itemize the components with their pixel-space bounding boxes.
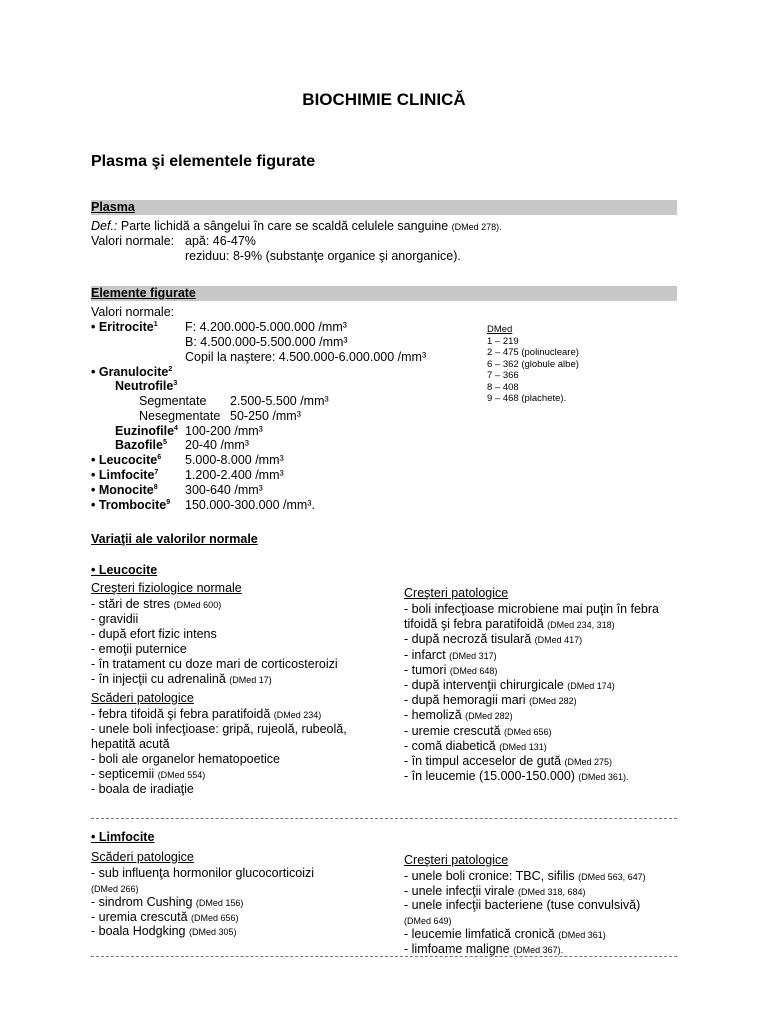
- list-item: [404, 617, 615, 633]
- variations-heading: Variaţii ale valorilor normale: [91, 532, 258, 546]
- list-item-text: - după efort fizic intens: [91, 627, 217, 641]
- list-item-text: - unele infecţii bacteriene (tuse convulsivă): [404, 898, 641, 912]
- list-item: [404, 708, 513, 724]
- list-item-ref: (DMed 234, 318): [547, 620, 615, 631]
- dmed-item: 9 – 468 (plachete).: [487, 393, 567, 404]
- figurate-label: [139, 409, 220, 424]
- list-item-ref: (DMed 649): [404, 915, 452, 926]
- figurate-value: 2.500-5.500 /mm³: [230, 394, 329, 408]
- document-title: BIOCHIMIE CLINICĂ: [302, 90, 466, 109]
- footnote-marker: 5: [162, 438, 167, 446]
- limfocite-heading-text: • Limfocite: [91, 830, 155, 844]
- list-item: [404, 663, 497, 679]
- list-item-text: - infarct: [404, 647, 450, 662]
- list-item-text: - după hemoragii mari: [404, 693, 530, 708]
- figurate-value: B: 4.500.000-5.500.000 /mm³: [185, 335, 348, 349]
- figurate-label: [115, 424, 178, 439]
- figurate-value: 20-40 /mm³: [185, 438, 249, 452]
- list-item-text: - în timpul acceselor de gută: [404, 754, 565, 768]
- figurate-label: [91, 365, 172, 380]
- list-item-text: - unele infecţii virale: [404, 883, 518, 898]
- list-item: [91, 612, 138, 627]
- list-item-text: - uremie crescută: [404, 723, 505, 738]
- figurate-value: 1.200-2.400 /mm³: [185, 468, 284, 482]
- list-item-text: - stări de stres: [91, 597, 174, 611]
- list-item-text: - boli infecţioase microbiene mai puţin în febra: [404, 602, 659, 616]
- figurate-label: [115, 438, 167, 453]
- list-item-text: - sindrom Cushing: [91, 895, 196, 909]
- figurate-label-text: • Limfocite: [91, 468, 155, 482]
- figurate-value: Copil la naştere: 4.500.000-6.000.000 /mm³: [185, 350, 427, 364]
- figurate-label-text: • Trombocite: [91, 498, 167, 512]
- list-item-text: - emoţii puternice: [91, 642, 187, 656]
- list-item-ref: (DMed 305): [188, 927, 237, 937]
- footnote-marker: 2: [168, 365, 173, 373]
- list-item-ref: (DMed 361): [558, 930, 606, 940]
- list-item-ref: (DMed 17): [229, 675, 272, 685]
- leuco-phys-heading: Creşteri fiziologice normale: [91, 581, 242, 595]
- list-item: [404, 678, 615, 694]
- list-item-text: - febra tifoidă şi febra paratifoidă: [91, 707, 274, 721]
- figurate-label: [139, 394, 206, 409]
- footnote-marker: 7: [154, 468, 159, 476]
- list-item-ref: (DMed 174): [567, 681, 615, 691]
- list-item-ref: (DMed 282): [529, 696, 577, 707]
- footnote-marker: 9: [166, 498, 171, 506]
- figurate-label-text: • Monocite: [91, 483, 154, 497]
- list-item-ref: (DMed 554): [157, 770, 206, 780]
- figurate-value: 100-200 /mm³: [185, 424, 263, 438]
- list-item-text: - boli ale organelor hematopoetice: [91, 752, 281, 766]
- divider: [91, 818, 677, 819]
- list-item-ref: (DMed 266): [91, 883, 139, 894]
- list-item: [91, 866, 314, 881]
- list-item-text: - gravidii: [91, 612, 139, 626]
- list-item-text: hepatită acută: [91, 737, 170, 751]
- list-item-text: - leucemie limfatică cronică: [404, 927, 559, 941]
- list-item-text: - în tratament cu doze mari de corticosteroizi: [91, 657, 338, 671]
- list-item-text: - după intervenţii chirurgicale: [404, 678, 568, 692]
- list-item-text: - în leucemie (15.000-150.000): [404, 769, 579, 784]
- list-item: [404, 739, 547, 755]
- list-item-ref: (DMed 361).: [578, 772, 629, 783]
- plasma-definition: [91, 219, 502, 235]
- list-item-ref: (DMed 563, 647): [578, 872, 646, 882]
- footnote-marker: 4: [174, 424, 178, 432]
- def-ref: (DMed 278).: [451, 222, 502, 232]
- list-item: [91, 707, 321, 723]
- list-item: [404, 648, 497, 664]
- leucocite-heading-text: • Leucocite: [91, 563, 158, 577]
- list-item-text: - uremia crescută: [91, 909, 192, 924]
- list-item: [91, 722, 347, 737]
- list-item-text: - boala Hodgking: [91, 924, 189, 938]
- def-label: Def.:: [91, 219, 118, 233]
- list-item-text: - unele boli infecţioase: gripă, rujeolă, rubeolă,: [91, 722, 347, 736]
- dmed-item: 2 – 475 (polinucleare): [487, 347, 579, 358]
- list-item-text: - septicemii: [91, 767, 158, 781]
- figurate-label-text: Euzinofile: [115, 424, 175, 438]
- list-item-ref: (DMed 282): [465, 711, 513, 722]
- list-item-ref: (DMed 234): [273, 710, 322, 720]
- list-item: [91, 642, 187, 657]
- list-item: [91, 752, 280, 767]
- list-item-ref: (DMed 600): [173, 600, 222, 610]
- figurate-value: 5.000-8.000 /mm³: [185, 453, 284, 467]
- list-item-text: tifoidă şi febra paratifoidă: [404, 617, 548, 632]
- figurate-label-text: Neutrofile: [115, 379, 174, 393]
- list-item-text: - în injecţii cu adrenalină: [91, 672, 230, 686]
- limfo-dec-heading: Scăderi patologice: [91, 850, 194, 864]
- list-item-text: - limfoame maligne: [404, 941, 514, 956]
- figurate-value: 50-250 /mm³: [230, 409, 301, 423]
- list-item-ref: (DMed 156): [195, 898, 244, 908]
- footnote-marker: 1: [153, 320, 158, 328]
- figurate-band-label: Elemente figurate: [91, 286, 196, 300]
- list-item-text: - comă diabetică: [404, 738, 500, 753]
- list-item: [404, 769, 628, 785]
- leuco-inc-heading: Creşteri patologice: [404, 586, 509, 600]
- limfocite-heading: [91, 830, 154, 845]
- plasma-normal-label: Valori normale:: [91, 234, 175, 248]
- dmed-item: 8 – 408: [487, 381, 519, 393]
- leucocite-heading: [91, 563, 157, 578]
- plasma-band-label: Plasma: [91, 200, 135, 214]
- list-item-ref: (DMed 318, 684): [517, 886, 586, 897]
- footnote-marker: 6: [157, 453, 162, 461]
- dmed-reference-box: [487, 324, 579, 405]
- list-item-ref: (DMed 648): [449, 665, 498, 676]
- list-item-text: - sub influenţa hormonilor glucocorticoizi: [91, 866, 315, 880]
- list-item: [404, 754, 612, 770]
- list-item-ref: (DMed 367).: [513, 944, 564, 955]
- list-item-ref: (DMed 317): [449, 650, 497, 661]
- list-item-ref: (DMed 656): [504, 726, 552, 737]
- list-item: [91, 597, 221, 613]
- list-item-ref: (DMed 275): [564, 757, 613, 767]
- figurate-label-text: • Granulocite: [91, 365, 169, 379]
- dmed-item: 6 – 362 (globule albe): [487, 358, 579, 370]
- figurate-label: [91, 498, 170, 513]
- leuco-dec-heading: Scăderi patologice: [91, 691, 194, 705]
- list-item-text: - hemoliză: [404, 708, 466, 723]
- dmed-item: 7 – 366: [487, 370, 519, 381]
- list-item: [404, 693, 577, 709]
- figurate-label-text: • Leucocite: [91, 453, 158, 467]
- list-item: [404, 602, 659, 617]
- list-item-text: - tumori: [404, 662, 450, 677]
- list-item: [91, 657, 338, 672]
- list-item: [404, 632, 582, 648]
- figurate-value: F: 4.200.000-5.000.000 /mm³: [185, 320, 347, 334]
- dmed-heading: DMed: [487, 324, 513, 335]
- divider-bottom: [91, 956, 677, 957]
- figurate-label-text: Segmentate: [139, 394, 207, 408]
- list-item: [91, 737, 170, 752]
- plasma-residue: reziduu: 8-9% (substanţe organice şi anorganice).: [185, 249, 461, 263]
- figurate-label-text: • Eritrocite: [91, 320, 154, 334]
- figurate-label: [115, 379, 177, 394]
- list-item: [91, 767, 205, 783]
- footnote-marker: 8: [153, 483, 158, 491]
- section-heading: Plasma şi elementele figurate: [91, 153, 316, 170]
- def-text: Parte lichidă a sângelui în care se scaldă celulele sanguine: [117, 219, 452, 233]
- list-item-ref: (DMed 131): [499, 741, 547, 752]
- plasma-band: [91, 200, 677, 215]
- list-item-ref: (DMed 656): [191, 912, 239, 923]
- list-item: [404, 898, 640, 913]
- figurate-value: 300-640 /mm³: [185, 483, 263, 497]
- figurate-label: [91, 453, 161, 468]
- list-item: [91, 782, 194, 797]
- list-item-text: - după necroză tisulară: [404, 632, 535, 647]
- list-item-ref: (DMed 417): [534, 635, 583, 646]
- limfo-inc-heading: Creşteri patologice: [404, 853, 509, 867]
- list-item-text: - boala de iradiaţie: [91, 782, 194, 796]
- dmed-list: [487, 336, 579, 405]
- dmed-item: 1 – 219: [487, 335, 519, 347]
- figurate-band: [91, 286, 677, 301]
- figurate-label-text: Nesegmentate: [139, 409, 221, 423]
- list-item: [91, 672, 272, 688]
- figurate-label: [91, 483, 158, 498]
- list-item: [404, 724, 552, 740]
- figurate-normal-label: Valori normale:: [91, 305, 175, 319]
- figurate-label: [91, 468, 158, 483]
- figurate-label: [91, 320, 158, 335]
- footnote-marker: 3: [173, 379, 178, 387]
- list-item: [91, 924, 237, 940]
- figurate-label-text: Bazofile: [115, 438, 163, 452]
- list-item-text: - unele boli cronice: TBC, sifilis: [404, 869, 579, 883]
- figurate-value: 150.000-300.000 /mm³.: [185, 498, 315, 512]
- list-item: [91, 627, 217, 642]
- plasma-water: apă: 46-47%: [185, 234, 256, 248]
